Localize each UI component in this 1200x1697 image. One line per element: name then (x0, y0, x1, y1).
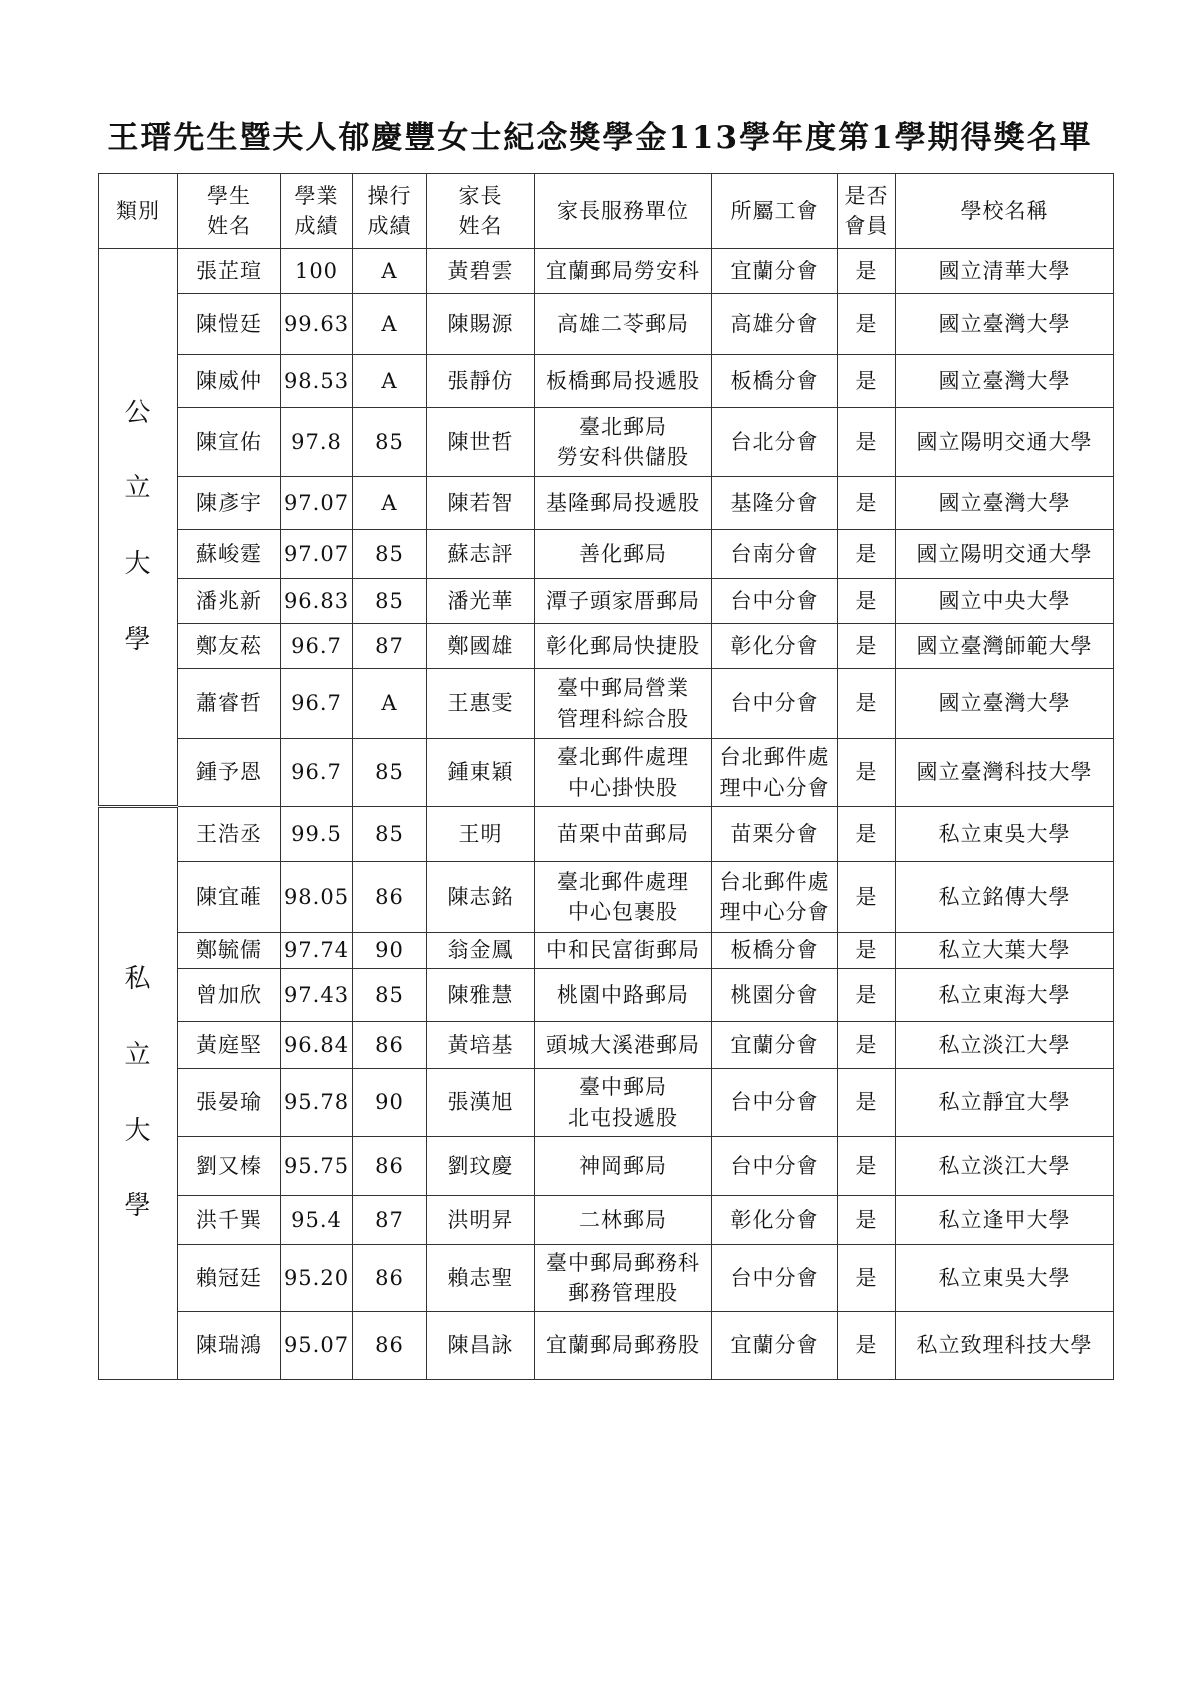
cell-school: 私立致理科技大學 (896, 1312, 1114, 1380)
cell-unit (535, 579, 712, 624)
cell-unit-line: 中和民富街郵局 (546, 938, 700, 963)
category-char: 立 (124, 473, 152, 504)
cell-conduct: 86 (353, 1022, 427, 1069)
cell-unit-line: 郵務管理股 (568, 1281, 678, 1305)
cell-unit-line: 臺中郵局營業 (557, 676, 689, 701)
cell-unit-line: 管理科綜合股 (557, 706, 689, 731)
cell-union-line: 台南分會 (730, 541, 819, 566)
cell-union-line: 台中分會 (730, 588, 819, 613)
cell-unit-line: 宜蘭郵局郵務股 (546, 1333, 700, 1358)
cell-parent: 黃碧雲 (427, 249, 535, 294)
cell-unit (535, 1137, 712, 1196)
cell-parent: 翁金鳳 (427, 933, 535, 969)
col-header-unit: 家長服務單位 (535, 174, 712, 249)
cell-member: 是 (838, 1245, 896, 1312)
cell-parent: 劉玟慶 (427, 1137, 535, 1196)
table-row (99, 1312, 1114, 1380)
category-char: 學 (124, 624, 152, 655)
cell-student: 鄭毓儒 (178, 933, 281, 969)
cell-score: 98.05 (281, 862, 353, 933)
cell-school: 私立東吳大學 (896, 807, 1114, 862)
cell-score: 99.63 (281, 294, 353, 355)
cell-score: 96.7 (281, 739, 353, 807)
cell-conduct: 85 (353, 739, 427, 807)
document-title: 王瑨先生暨夫人郁慶豐女士紀念獎學金113學年度第1學期得獎名單 (107, 120, 1093, 156)
table-row (99, 862, 1114, 933)
cell-unit-line: 臺中郵局 (579, 1075, 667, 1100)
cell-unit (535, 1245, 712, 1312)
cell-unit-line: 善化郵局 (579, 541, 667, 566)
table-row (99, 408, 1114, 477)
cell-student: 黃庭堅 (178, 1022, 281, 1069)
table-row (99, 294, 1114, 355)
cell-score: 96.7 (281, 669, 353, 739)
table-row (99, 969, 1114, 1022)
cell-unit-line: 彰化郵局快捷股 (546, 633, 700, 658)
cell-union (712, 294, 838, 355)
cell-unit-line: 頭城大溪港郵局 (546, 1032, 700, 1057)
cell-unit-line: 中心掛快股 (568, 775, 678, 800)
cell-student: 洪千巽 (178, 1196, 281, 1245)
cell-school: 私立靜宜大學 (896, 1069, 1114, 1137)
cell-parent: 陳志銘 (427, 862, 535, 933)
category-char: 學 (124, 1191, 152, 1222)
cell-conduct: 86 (353, 1312, 427, 1380)
cell-unit (535, 1022, 712, 1069)
cell-school: 國立臺灣大學 (896, 669, 1114, 739)
cell-student: 張晏瑜 (178, 1069, 281, 1137)
cell-member: 是 (838, 933, 896, 969)
cell-conduct: 85 (353, 579, 427, 624)
cell-score: 95.20 (281, 1245, 353, 1312)
cell-unit-line: 苗栗中苗郵局 (557, 821, 689, 846)
cell-unit (535, 969, 712, 1022)
cell-union (712, 477, 838, 530)
cell-score: 98.53 (281, 355, 353, 408)
cell-conduct: 90 (353, 933, 427, 969)
table-row (99, 807, 1114, 862)
cell-school: 私立淡江大學 (896, 1137, 1114, 1196)
cell-student: 陳宜蓶 (178, 862, 281, 933)
cell-union (712, 408, 838, 477)
category-char: 私 (124, 964, 152, 995)
cell-conduct: 85 (353, 807, 427, 862)
cell-union-line: 苗栗分會 (730, 821, 819, 846)
cell-parent: 王明 (427, 807, 535, 862)
cell-unit (535, 739, 712, 807)
cell-member: 是 (838, 294, 896, 355)
cell-unit-line: 臺北郵件處理 (557, 745, 689, 770)
cell-member: 是 (838, 1022, 896, 1069)
cell-union (712, 969, 838, 1022)
cell-student: 曾加欣 (178, 969, 281, 1022)
cell-student: 陳威仲 (178, 355, 281, 408)
cell-unit-line: 基隆郵局投遞股 (546, 490, 700, 515)
cell-parent: 王惠雯 (427, 669, 535, 739)
cell-union-line: 彰化分會 (730, 1207, 819, 1232)
cell-conduct: A (353, 294, 427, 355)
category-char: 大 (124, 1115, 152, 1146)
cell-parent: 陳世哲 (427, 408, 535, 477)
cell-member: 是 (838, 1137, 896, 1196)
cell-union (712, 669, 838, 739)
col-header-member: 是否 會員 (838, 174, 896, 249)
cell-conduct: 86 (353, 862, 427, 933)
table-row (99, 477, 1114, 530)
cell-student: 陳宣佑 (178, 408, 281, 477)
cell-conduct: 85 (353, 408, 427, 477)
cell-unit-line: 勞安科供儲股 (557, 445, 689, 469)
cell-conduct: A (353, 477, 427, 530)
cell-student: 張芷瑄 (178, 249, 281, 294)
cell-school: 國立臺灣大學 (896, 477, 1114, 530)
cell-unit-line: 北屯投遞股 (568, 1105, 678, 1130)
table-row (99, 669, 1114, 739)
cell-score: 95.4 (281, 1196, 353, 1245)
table-row (99, 1069, 1114, 1137)
cell-union (712, 933, 838, 969)
cell-union (712, 1196, 838, 1245)
table-row (99, 1196, 1114, 1245)
cell-unit-line: 高雄二苓郵局 (557, 311, 689, 336)
cell-school: 國立臺灣大學 (896, 355, 1114, 408)
cell-union-line: 高雄分會 (730, 311, 819, 336)
cell-unit (535, 477, 712, 530)
cell-union-line: 基隆分會 (730, 490, 819, 515)
category-char: 立 (124, 1039, 152, 1070)
cell-unit (535, 1196, 712, 1245)
cell-member: 是 (838, 739, 896, 807)
cell-score: 96.84 (281, 1022, 353, 1069)
cell-union-line: 桃園分會 (730, 982, 819, 1007)
table-row (99, 1022, 1114, 1069)
cell-unit-line: 神岡郵局 (579, 1153, 667, 1178)
cell-union-line: 理中心分會 (719, 900, 830, 924)
cell-student: 潘兆新 (178, 579, 281, 624)
cell-union (712, 1245, 838, 1312)
col-header-parent: 家長 姓名 (427, 174, 535, 249)
col-header-school: 學校名稱 (896, 174, 1114, 249)
table-row (99, 355, 1114, 408)
cell-conduct: 85 (353, 530, 427, 579)
cell-conduct: 87 (353, 1196, 427, 1245)
cell-parent: 鄭國雄 (427, 624, 535, 669)
cell-union-line: 理中心分會 (719, 775, 830, 800)
cell-union (712, 1022, 838, 1069)
cell-union (712, 1312, 838, 1380)
cell-score: 97.07 (281, 530, 353, 579)
cell-parent: 陳賜源 (427, 294, 535, 355)
category-char: 公 (124, 397, 152, 428)
cell-school: 私立東海大學 (896, 969, 1114, 1022)
cell-parent: 鍾東穎 (427, 739, 535, 807)
cell-member: 是 (838, 477, 896, 530)
cell-union-line: 宜蘭分會 (730, 1333, 819, 1358)
cell-unit (535, 933, 712, 969)
cell-unit (535, 624, 712, 669)
cell-union-line: 台中分會 (730, 1090, 819, 1115)
table-row (99, 249, 1114, 294)
cell-unit-line: 桃園中路郵局 (557, 982, 689, 1007)
cell-conduct: 87 (353, 624, 427, 669)
cell-member: 是 (838, 862, 896, 933)
table-body (99, 249, 1114, 1380)
cell-student: 陳彥宇 (178, 477, 281, 530)
cell-unit-line: 二林郵局 (579, 1207, 667, 1232)
cell-school: 私立銘傳大學 (896, 862, 1114, 933)
cell-parent: 陳若智 (427, 477, 535, 530)
table-row (99, 579, 1114, 624)
cell-score: 95.78 (281, 1069, 353, 1137)
cell-unit-line: 臺北郵局 (579, 414, 667, 439)
cell-parent: 賴志聖 (427, 1245, 535, 1312)
category-char: 大 (124, 549, 152, 579)
cell-member: 是 (838, 1196, 896, 1245)
header-row (99, 174, 1114, 249)
cell-unit-line: 宜蘭郵局勞安科 (546, 258, 700, 283)
cell-union-line: 台中分會 (730, 1153, 819, 1178)
cell-school: 國立中央大學 (896, 579, 1114, 624)
cell-union (712, 1069, 838, 1137)
cell-union (712, 579, 838, 624)
cell-parent: 張靜仿 (427, 355, 535, 408)
cell-union-line: 台中分會 (730, 691, 819, 716)
cell-student: 蘇峻霆 (178, 530, 281, 579)
category-cell (99, 249, 178, 807)
cell-member: 是 (838, 355, 896, 408)
cell-score: 97.8 (281, 408, 353, 477)
cell-union-line: 台北分會 (730, 429, 819, 454)
cell-union-line: 彰化分會 (730, 633, 819, 658)
cell-unit (535, 862, 712, 933)
cell-score: 96.7 (281, 624, 353, 669)
cell-member: 是 (838, 530, 896, 579)
col-header-student: 學生 姓名 (178, 174, 281, 249)
cell-unit (535, 294, 712, 355)
table-row (99, 530, 1114, 579)
cell-conduct: 86 (353, 1245, 427, 1312)
cell-member: 是 (838, 1312, 896, 1380)
cell-parent: 洪明昇 (427, 1196, 535, 1245)
cell-union (712, 530, 838, 579)
cell-school: 國立臺灣師範大學 (896, 624, 1114, 669)
cell-score: 96.83 (281, 579, 353, 624)
cell-union (712, 355, 838, 408)
cell-unit-line: 潭子頭家厝郵局 (546, 588, 700, 613)
col-header-union: 所屬工會 (712, 174, 838, 249)
award-table (98, 173, 1114, 1380)
cell-union (712, 739, 838, 807)
cell-score: 100 (281, 249, 353, 294)
cell-union-line: 宜蘭分會 (730, 1032, 819, 1057)
table-row (99, 739, 1114, 807)
cell-school: 國立臺灣大學 (896, 294, 1114, 355)
col-header-category: 類別 (99, 174, 178, 249)
cell-student: 劉又榛 (178, 1137, 281, 1196)
cell-union-line: 台北郵件處 (719, 869, 830, 894)
cell-student: 鄭友菘 (178, 624, 281, 669)
cell-score: 97.74 (281, 933, 353, 969)
cell-parent: 黃培基 (427, 1022, 535, 1069)
cell-conduct: A (353, 249, 427, 294)
cell-score: 99.5 (281, 807, 353, 862)
cell-parent: 陳雅慧 (427, 969, 535, 1022)
cell-conduct: A (353, 355, 427, 408)
cell-school: 國立清華大學 (896, 249, 1114, 294)
cell-parent: 潘光華 (427, 579, 535, 624)
cell-member: 是 (838, 807, 896, 862)
cell-union (712, 249, 838, 294)
cell-union-line: 台中分會 (730, 1265, 819, 1290)
cell-conduct: 86 (353, 1137, 427, 1196)
cell-student: 陳瑞鴻 (178, 1312, 281, 1380)
cell-unit (535, 1312, 712, 1380)
cell-unit (535, 530, 712, 579)
cell-unit (535, 355, 712, 408)
cell-unit (535, 408, 712, 477)
cell-member: 是 (838, 249, 896, 294)
cell-union (712, 862, 838, 933)
cell-school: 私立東吳大學 (896, 1245, 1114, 1312)
cell-unit (535, 669, 712, 739)
cell-unit-line: 板橋郵局投遞股 (546, 368, 700, 393)
cell-union (712, 1137, 838, 1196)
cell-conduct: 90 (353, 1069, 427, 1137)
cell-school: 國立陽明交通大學 (896, 408, 1114, 477)
cell-school: 國立臺灣科技大學 (896, 739, 1114, 807)
cell-unit (535, 1069, 712, 1137)
cell-member: 是 (838, 669, 896, 739)
col-header-score: 學業 成績 (281, 174, 353, 249)
cell-union-line: 板橋分會 (730, 938, 819, 963)
cell-unit (535, 807, 712, 862)
table-row (99, 1137, 1114, 1196)
cell-unit (535, 249, 712, 294)
cell-score: 97.07 (281, 477, 353, 530)
cell-unit-line: 臺中郵局郵務科 (546, 1250, 700, 1275)
cell-union-line: 宜蘭分會 (730, 258, 819, 283)
table-row (99, 624, 1114, 669)
cell-student: 蕭睿哲 (178, 669, 281, 739)
cell-student: 賴冠廷 (178, 1245, 281, 1312)
cell-parent: 陳昌詠 (427, 1312, 535, 1380)
cell-member: 是 (838, 969, 896, 1022)
table-row (99, 1245, 1114, 1312)
cell-score: 95.75 (281, 1137, 353, 1196)
cell-parent: 蘇志評 (427, 530, 535, 579)
cell-student: 鍾予恩 (178, 739, 281, 807)
cell-union (712, 624, 838, 669)
cell-school: 私立淡江大學 (896, 1022, 1114, 1069)
cell-unit-line: 臺北郵件處理 (557, 869, 689, 894)
category-cell (99, 807, 178, 1380)
cell-member: 是 (838, 408, 896, 477)
cell-union-line: 板橋分會 (730, 368, 819, 393)
cell-score: 95.07 (281, 1312, 353, 1380)
cell-conduct: A (353, 669, 427, 739)
cell-union-line: 台北郵件處 (719, 745, 830, 770)
cell-member: 是 (838, 624, 896, 669)
col-header-conduct: 操行 成績 (353, 174, 427, 249)
cell-member: 是 (838, 579, 896, 624)
cell-unit-line: 中心包裹股 (568, 900, 678, 924)
cell-student: 王浩丞 (178, 807, 281, 862)
table-row (99, 933, 1114, 969)
cell-score: 97.43 (281, 969, 353, 1022)
cell-union (712, 807, 838, 862)
cell-parent: 張漢旭 (427, 1069, 535, 1137)
cell-conduct: 85 (353, 969, 427, 1022)
cell-school: 私立逢甲大學 (896, 1196, 1114, 1245)
cell-student: 陳愷廷 (178, 294, 281, 355)
cell-school: 國立陽明交通大學 (896, 530, 1114, 579)
cell-member: 是 (838, 1069, 896, 1137)
cell-school: 私立大葉大學 (896, 933, 1114, 969)
